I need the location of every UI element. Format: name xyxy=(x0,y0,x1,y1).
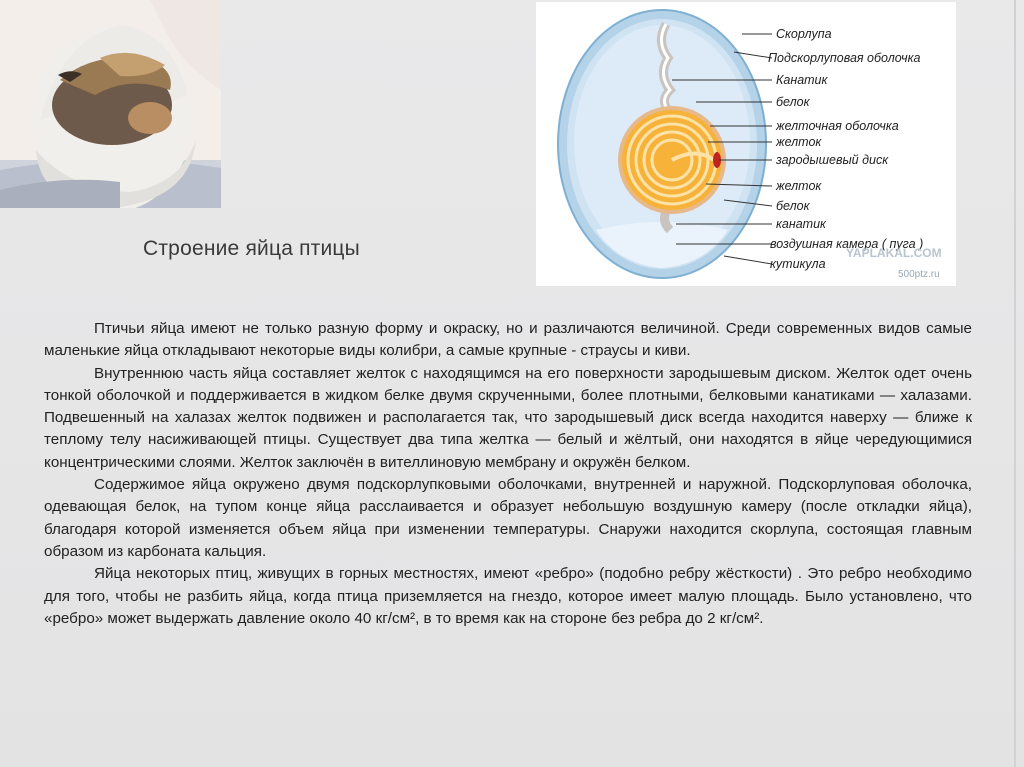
label-shell: Скорлупа xyxy=(776,27,832,41)
label-chalaza-top: Канатик xyxy=(776,73,828,87)
watermark-500ptz: 500ptz.ru xyxy=(898,269,940,280)
paragraph-2: Внутреннюю часть яйца составляет желток с находящимся на его поверхности зародышевым диском. Желток одет очень тонкой оболочкой и поддерживается в жидком белке двумя скрученными, более плотными, белковыми канатиками — халазами. Подвешенный на халазах желток подвижен и располагается так, что зародышевый диск всегда находится наверху — ближе к теплому телу насиживающей птицы. Существует два типа желтка — белый и жёлтый, они находятся в яйце чередующимися концентрическими слоями. Желток заключён в вителлиновую мембрану и окружён белком. xyxy=(44,364,972,471)
slide-edge xyxy=(1014,0,1016,767)
paragraph-3: Содержимое яйца окружено двумя подскорлупковыми оболочками, внутренней и наружной. Подскорлуповая оболочка, одевающая белок, на тупом конце яйца расслаивается и образует небольшую воздушную камеру (после откладки яйца), благодаря которой изменяется объем яйца при изменении температуры. Снаружи находится скорлупа, состоящая главным образом из карбоната кальция. xyxy=(44,476,972,560)
hatching-chick-photo xyxy=(0,0,221,208)
slide-title: Строение яйца птицы xyxy=(143,237,360,260)
egg-structure-diagram xyxy=(536,2,956,286)
paragraph-1: Птичьи яйца имеют не только разную форму и окраску, но и различаются величиной. Среди современных видов самые маленькие яйца откладывают некоторые виды колибри, а самые крупные - страусы и киви. xyxy=(44,320,972,360)
label-air-chamber: воздушная камера ( пуга ) xyxy=(770,237,924,251)
body-text xyxy=(44,318,972,630)
label-yolk-membrane: желточная оболочка xyxy=(776,119,899,133)
label-germinal-disc: зародышевый диск xyxy=(776,153,889,167)
label-albumen-bottom: белок xyxy=(776,199,810,213)
label-chalaza-bottom: канатик xyxy=(776,217,826,231)
label-albumen-top: белок xyxy=(776,95,810,109)
label-yolk-bottom: желток xyxy=(776,179,822,193)
label-shell-membrane: Подскорлуповая оболочка xyxy=(768,51,921,65)
paragraph-4: Яйца некоторых птиц, живущих в горных местностях, имеют «ребро» (подобно ребру жёсткости) . Это ребро необходимо для того, чтобы не разбить яйца, когда птица приземляется на гнездо, которое имеет малую площадь. Было установлено, что «ребро» может выдержать давление около 40 кг/см², в то время как на стороне без ребра до 2 кг/см². xyxy=(44,565,972,627)
label-yolk-top: желток xyxy=(776,135,822,149)
watermark-yaplakal: YAPLAKAL.COM xyxy=(846,246,942,260)
label-cuticle: кутикула xyxy=(770,257,826,271)
